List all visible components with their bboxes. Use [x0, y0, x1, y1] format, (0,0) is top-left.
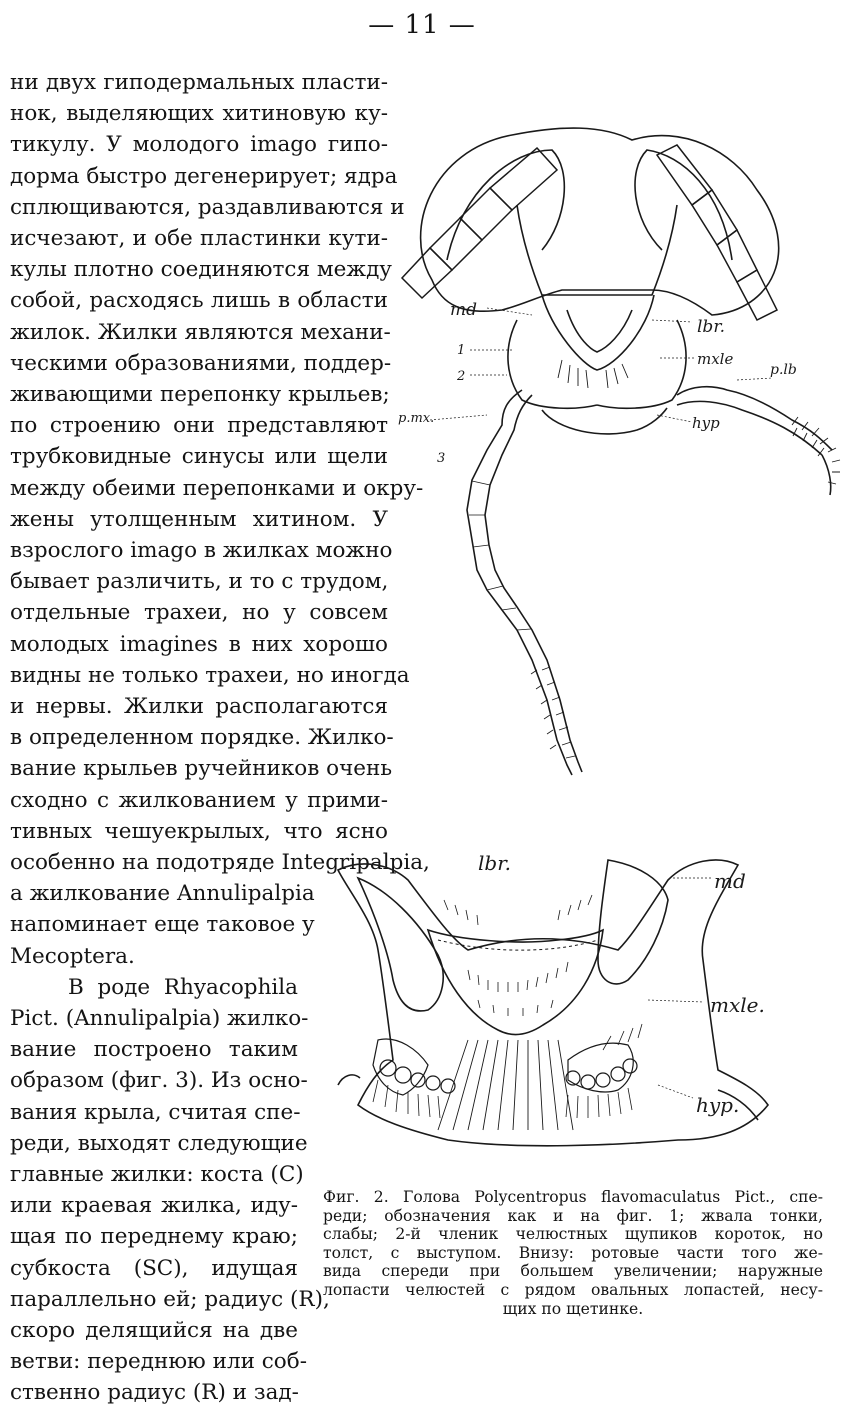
- text-line: тивных чешуекрылых, что ясно: [10, 818, 388, 844]
- label-mxle: mxle: [697, 350, 734, 368]
- text-line: молодых imagines в них хорошо: [10, 631, 388, 657]
- figure-caption: [323, 1188, 823, 1318]
- text-line: по строению они представляют: [10, 413, 388, 439]
- label-3: 3: [437, 451, 446, 466]
- text-line: ветви: переднюю или соб-: [10, 1349, 307, 1375]
- label-1: 1: [457, 343, 466, 358]
- caption-line: слабы; 2-й членик челюстных щупиков короток, но: [323, 1225, 823, 1244]
- text-line: главные жилки: коста (С): [10, 1162, 304, 1187]
- text-line: сплющиваются, раздавливаются и: [10, 194, 405, 220]
- text-line: между обеими перепонками и окру-: [10, 475, 424, 501]
- text-line: в определенном порядке. Жилко-: [10, 725, 394, 751]
- text-line: В роде Rhyacophila: [68, 974, 298, 1000]
- label-mxle-lower: mxle.: [710, 993, 765, 1017]
- text-line: ческими образованиями, поддер-: [10, 350, 392, 376]
- caption-line: Фиг. 2. Голова Polycentropus flavomaculatus Pict., спе-: [323, 1188, 823, 1206]
- caption-line: лопасти челюстей с рядом овальных лопастей, несу-: [323, 1280, 823, 1299]
- text-line: видны не только трахеи, но иногда: [10, 662, 410, 688]
- text-line: вание крыльев ручейников очень: [10, 756, 393, 782]
- text-line: живающими перепонку крыльев;: [10, 382, 390, 407]
- text-line: Pict. (Annulipalpia) жилко-: [10, 1006, 309, 1031]
- text-line: и нервы. Жилки располагаются: [10, 694, 388, 719]
- text-line: особенно на подотряде Integripalpia,: [10, 850, 430, 875]
- text-line: жилок. Жилки являются механи-: [10, 319, 391, 345]
- label-md-lower: md: [714, 869, 746, 893]
- text-line: дорма быстро дегенерирует; ядра: [10, 163, 398, 189]
- caption-line: толст, с выступом. Внизу: ротовые части того же-: [323, 1243, 823, 1262]
- text-line: параллельно ей; радиус (R),: [10, 1286, 330, 1312]
- figure-head-illustration: [392, 110, 844, 790]
- text-line: тикулу. У молодого imago гипо-: [10, 132, 388, 158]
- text-line: образом (фиг. 3). Из осно-: [10, 1068, 308, 1094]
- text-line: трубковидные синусы или щели: [10, 444, 388, 470]
- label-md: md: [450, 300, 478, 320]
- text-line: нок, выделяющих хитиновую ку-: [10, 101, 388, 127]
- text-line: ственно радиус (R) и зад-: [10, 1380, 299, 1406]
- text-line: или краевая жилка, иду-: [10, 1193, 298, 1219]
- label-lbr: lbr.: [697, 317, 725, 337]
- text-line: реди, выходят следующие: [10, 1130, 308, 1156]
- label-pmx: p.mx.: [398, 411, 435, 426]
- text-line: скоро делящийся на две: [10, 1318, 298, 1343]
- text-line: Mecoptera.: [10, 943, 135, 969]
- label-lbr-lower: lbr.: [478, 851, 511, 875]
- label-plb: p.lb: [770, 362, 797, 378]
- caption-line: реди; обозначения как и на фиг. 1; жвала тонки,: [323, 1206, 823, 1225]
- caption-line: щих по щетинке.: [502, 1299, 644, 1318]
- text-line: кулы плотно соединяются между: [10, 257, 392, 283]
- text-line: исчезают, и обе пластинки кути-: [10, 226, 388, 251]
- text-line: взрослого imago в жилках можно: [10, 538, 393, 563]
- text-line: вания крыла, считая спе-: [10, 1099, 301, 1125]
- text-line: жены утолщенным хитином. У: [10, 506, 388, 532]
- text-line: а жилкование Annulipalpia: [10, 881, 315, 907]
- text-line: собой, расходясь лишь в области: [10, 288, 388, 314]
- label-2: 2: [457, 369, 466, 384]
- text-line: вание построено таким: [10, 1037, 298, 1063]
- text-line: ни двух гиподермальных пласти-: [10, 70, 388, 95]
- text-line: напоминает еще таковое у: [10, 912, 315, 938]
- figure-mouthparts-illustration: [318, 840, 818, 1170]
- text-line: бывает различить, и то с трудом,: [10, 569, 389, 595]
- text-line: субкоста (SC), идущая: [10, 1255, 298, 1281]
- caption-line: вида спереди при большем увеличении; наружные: [323, 1262, 823, 1281]
- text-line: сходно с жилкованием у прими-: [10, 787, 388, 813]
- label-hyp-lower: hyp.: [696, 1093, 740, 1117]
- text-line: отдельные трахеи, но у совсем: [10, 600, 388, 626]
- text-line: щая по переднему краю;: [10, 1224, 298, 1250]
- label-hyp: hyp: [692, 414, 720, 432]
- page-number: — 11 —: [368, 10, 476, 40]
